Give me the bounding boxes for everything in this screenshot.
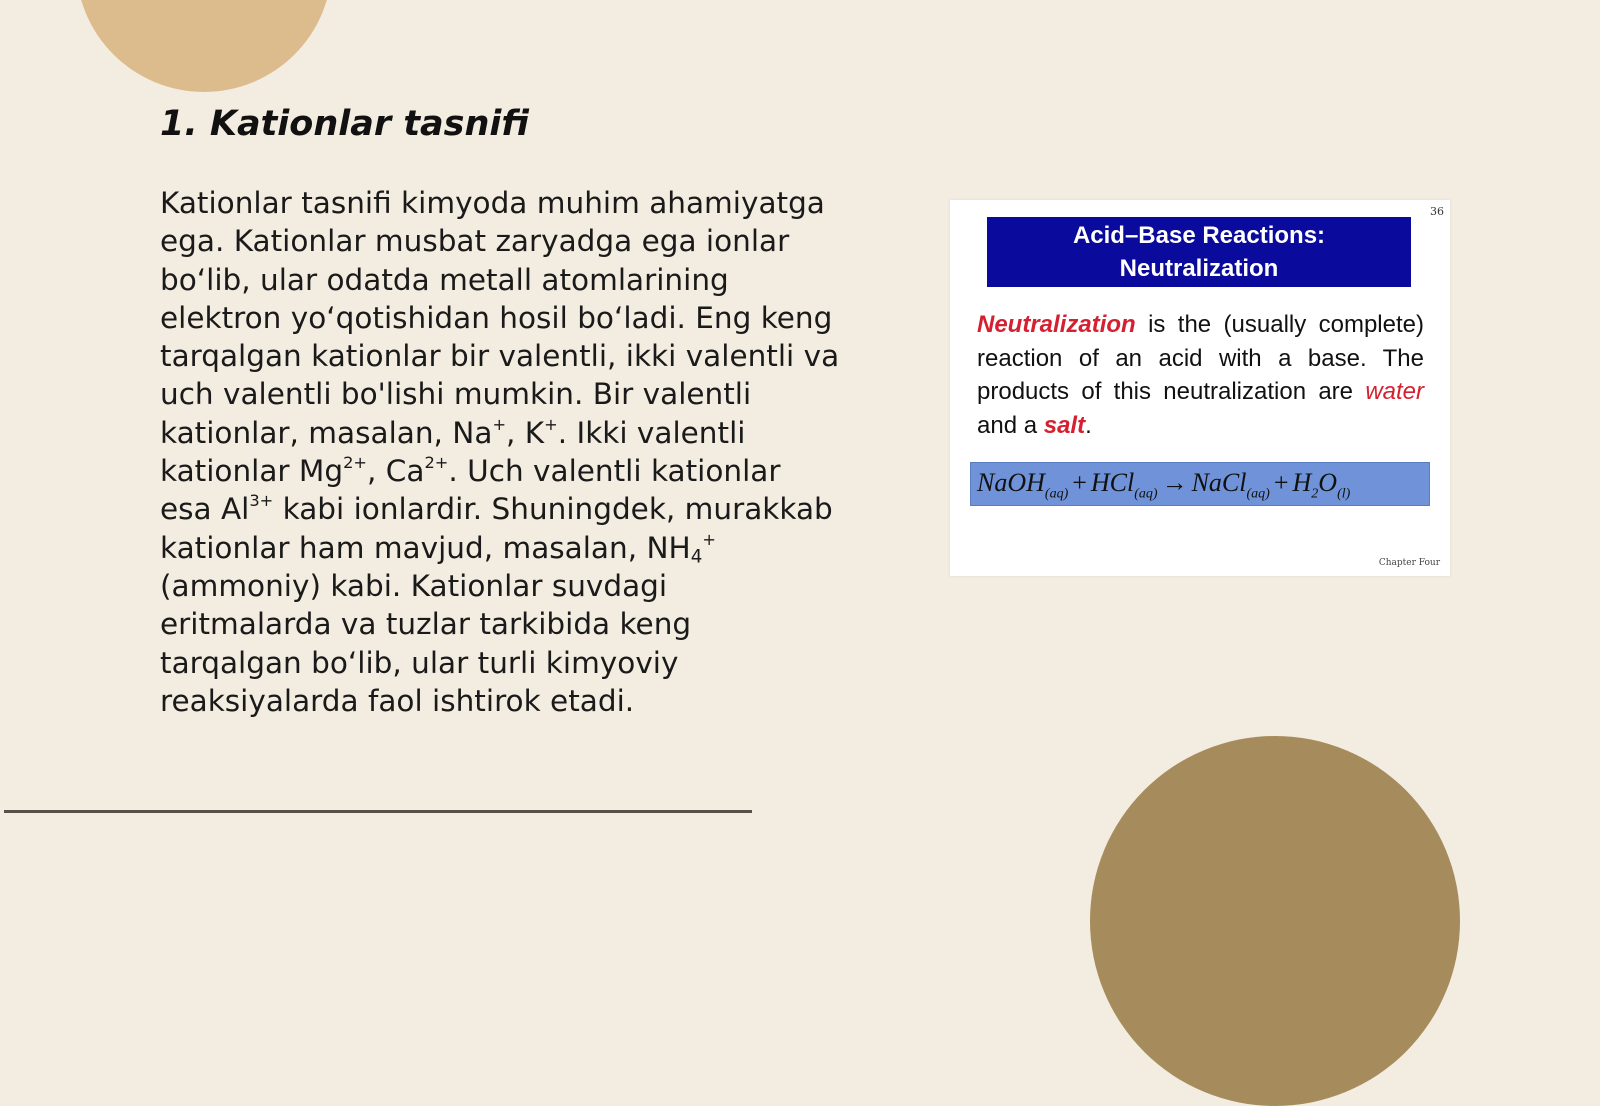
text-run: , Ca [367, 454, 425, 489]
text-run: elektron yo‘qotishidan hosil bo‘ladi. Eng keng [160, 300, 833, 335]
body-line [160, 337, 860, 375]
text-run: tarqalgan bo‘lib, ular turli kimyoviy [160, 645, 679, 680]
slide-title: 1. Kationlar tasnifi [160, 104, 529, 144]
heading-line: Acid–Base Reactions: [1072, 222, 1326, 249]
text-run: kabi ionlardir. Shuningdek, murakkab [273, 492, 833, 527]
slide-image-heading [987, 217, 1411, 287]
body-line [160, 299, 860, 337]
text-run: ega. Kationlar musbat zaryadga ega ionlar [160, 224, 790, 259]
body-line [160, 452, 860, 490]
superscript: + [702, 529, 716, 549]
text-run: kationlar Mg [160, 454, 344, 489]
term-neutralization: Neutralization [977, 311, 1136, 338]
body-line [160, 490, 860, 528]
body-line [160, 605, 860, 643]
body-line [160, 682, 860, 720]
subscript: 4 [690, 546, 703, 568]
text-run: reaksiyalarda faol ishtirok etadi. [160, 683, 635, 718]
body-line [160, 567, 860, 605]
superscript: 3+ [249, 491, 274, 511]
formula-h: H [1292, 468, 1312, 497]
body-line [160, 222, 860, 260]
heading-line: Neutralization [1119, 255, 1279, 282]
term-water: water [1365, 378, 1424, 405]
decorative-circle-bottom [1090, 736, 1460, 1106]
text-run: and a [977, 411, 1044, 439]
body-paragraph [160, 184, 860, 720]
formula-nacl: NaCl [1191, 468, 1247, 497]
superscript: 2+ [343, 453, 368, 473]
plus-sign: + [1072, 468, 1087, 497]
term-salt: salt [1043, 411, 1086, 439]
slide-image-paragraph [977, 308, 1424, 442]
horizontal-divider [4, 810, 752, 813]
embedded-slide-image [950, 200, 1450, 576]
text-run: . Ikki valentli [557, 415, 746, 450]
text-run: (ammoniy) kabi. Kationlar suvdagi [160, 568, 668, 603]
formula-naoh: NaOH [977, 468, 1045, 497]
body-line [160, 644, 860, 682]
text-run: . Uch valentli kationlar [448, 454, 781, 489]
slide-number: 36 [1430, 205, 1444, 218]
text-run: eritmalarda va tuzlar tarkibida keng [160, 607, 692, 642]
text-run: Kationlar tasnifi kimyoda muhim ahamiyatga [160, 186, 825, 220]
state-label: (aq) [1246, 486, 1270, 502]
text-run: kationlar, masalan, Na [160, 415, 493, 450]
text-run: is the (usually complete) reaction of an acid with a base. The products of this neutralization are [977, 311, 1424, 405]
state-label: (l) [1337, 486, 1351, 502]
superscript: + [544, 414, 558, 434]
body-line [160, 529, 860, 567]
text-run: . [1085, 411, 1092, 439]
body-line [160, 375, 860, 413]
text-run: tarqalgan kationlar bir valentli, ikki valentli va [160, 339, 840, 374]
formula-hcl: HCl [1090, 468, 1135, 497]
body-line [160, 184, 860, 222]
body-line [160, 261, 860, 299]
text-run: bo‘lib, ular odatda metall atomlarining [160, 262, 729, 297]
state-label: (aq) [1044, 486, 1069, 502]
text-run: uch valentli bo'lishi mumkin. Bir valentli [160, 377, 752, 412]
reaction-arrow: → [1161, 468, 1188, 497]
subscript-two: 2 [1311, 486, 1319, 502]
superscript: + [492, 414, 507, 434]
slide-footer: Chapter Four [1378, 558, 1440, 568]
formula-o: O [1318, 468, 1338, 497]
state-label: (aq) [1134, 486, 1158, 502]
text-run: kationlar ham mavjud, masalan, NH [160, 530, 691, 565]
decorative-circle-top [76, 0, 332, 92]
text-run: esa Al [160, 492, 250, 527]
text-run: , K [506, 415, 545, 450]
plus-sign: + [1273, 468, 1289, 497]
superscript: 2+ [424, 453, 449, 473]
chemical-equation [970, 462, 1430, 506]
body-line [160, 414, 860, 452]
